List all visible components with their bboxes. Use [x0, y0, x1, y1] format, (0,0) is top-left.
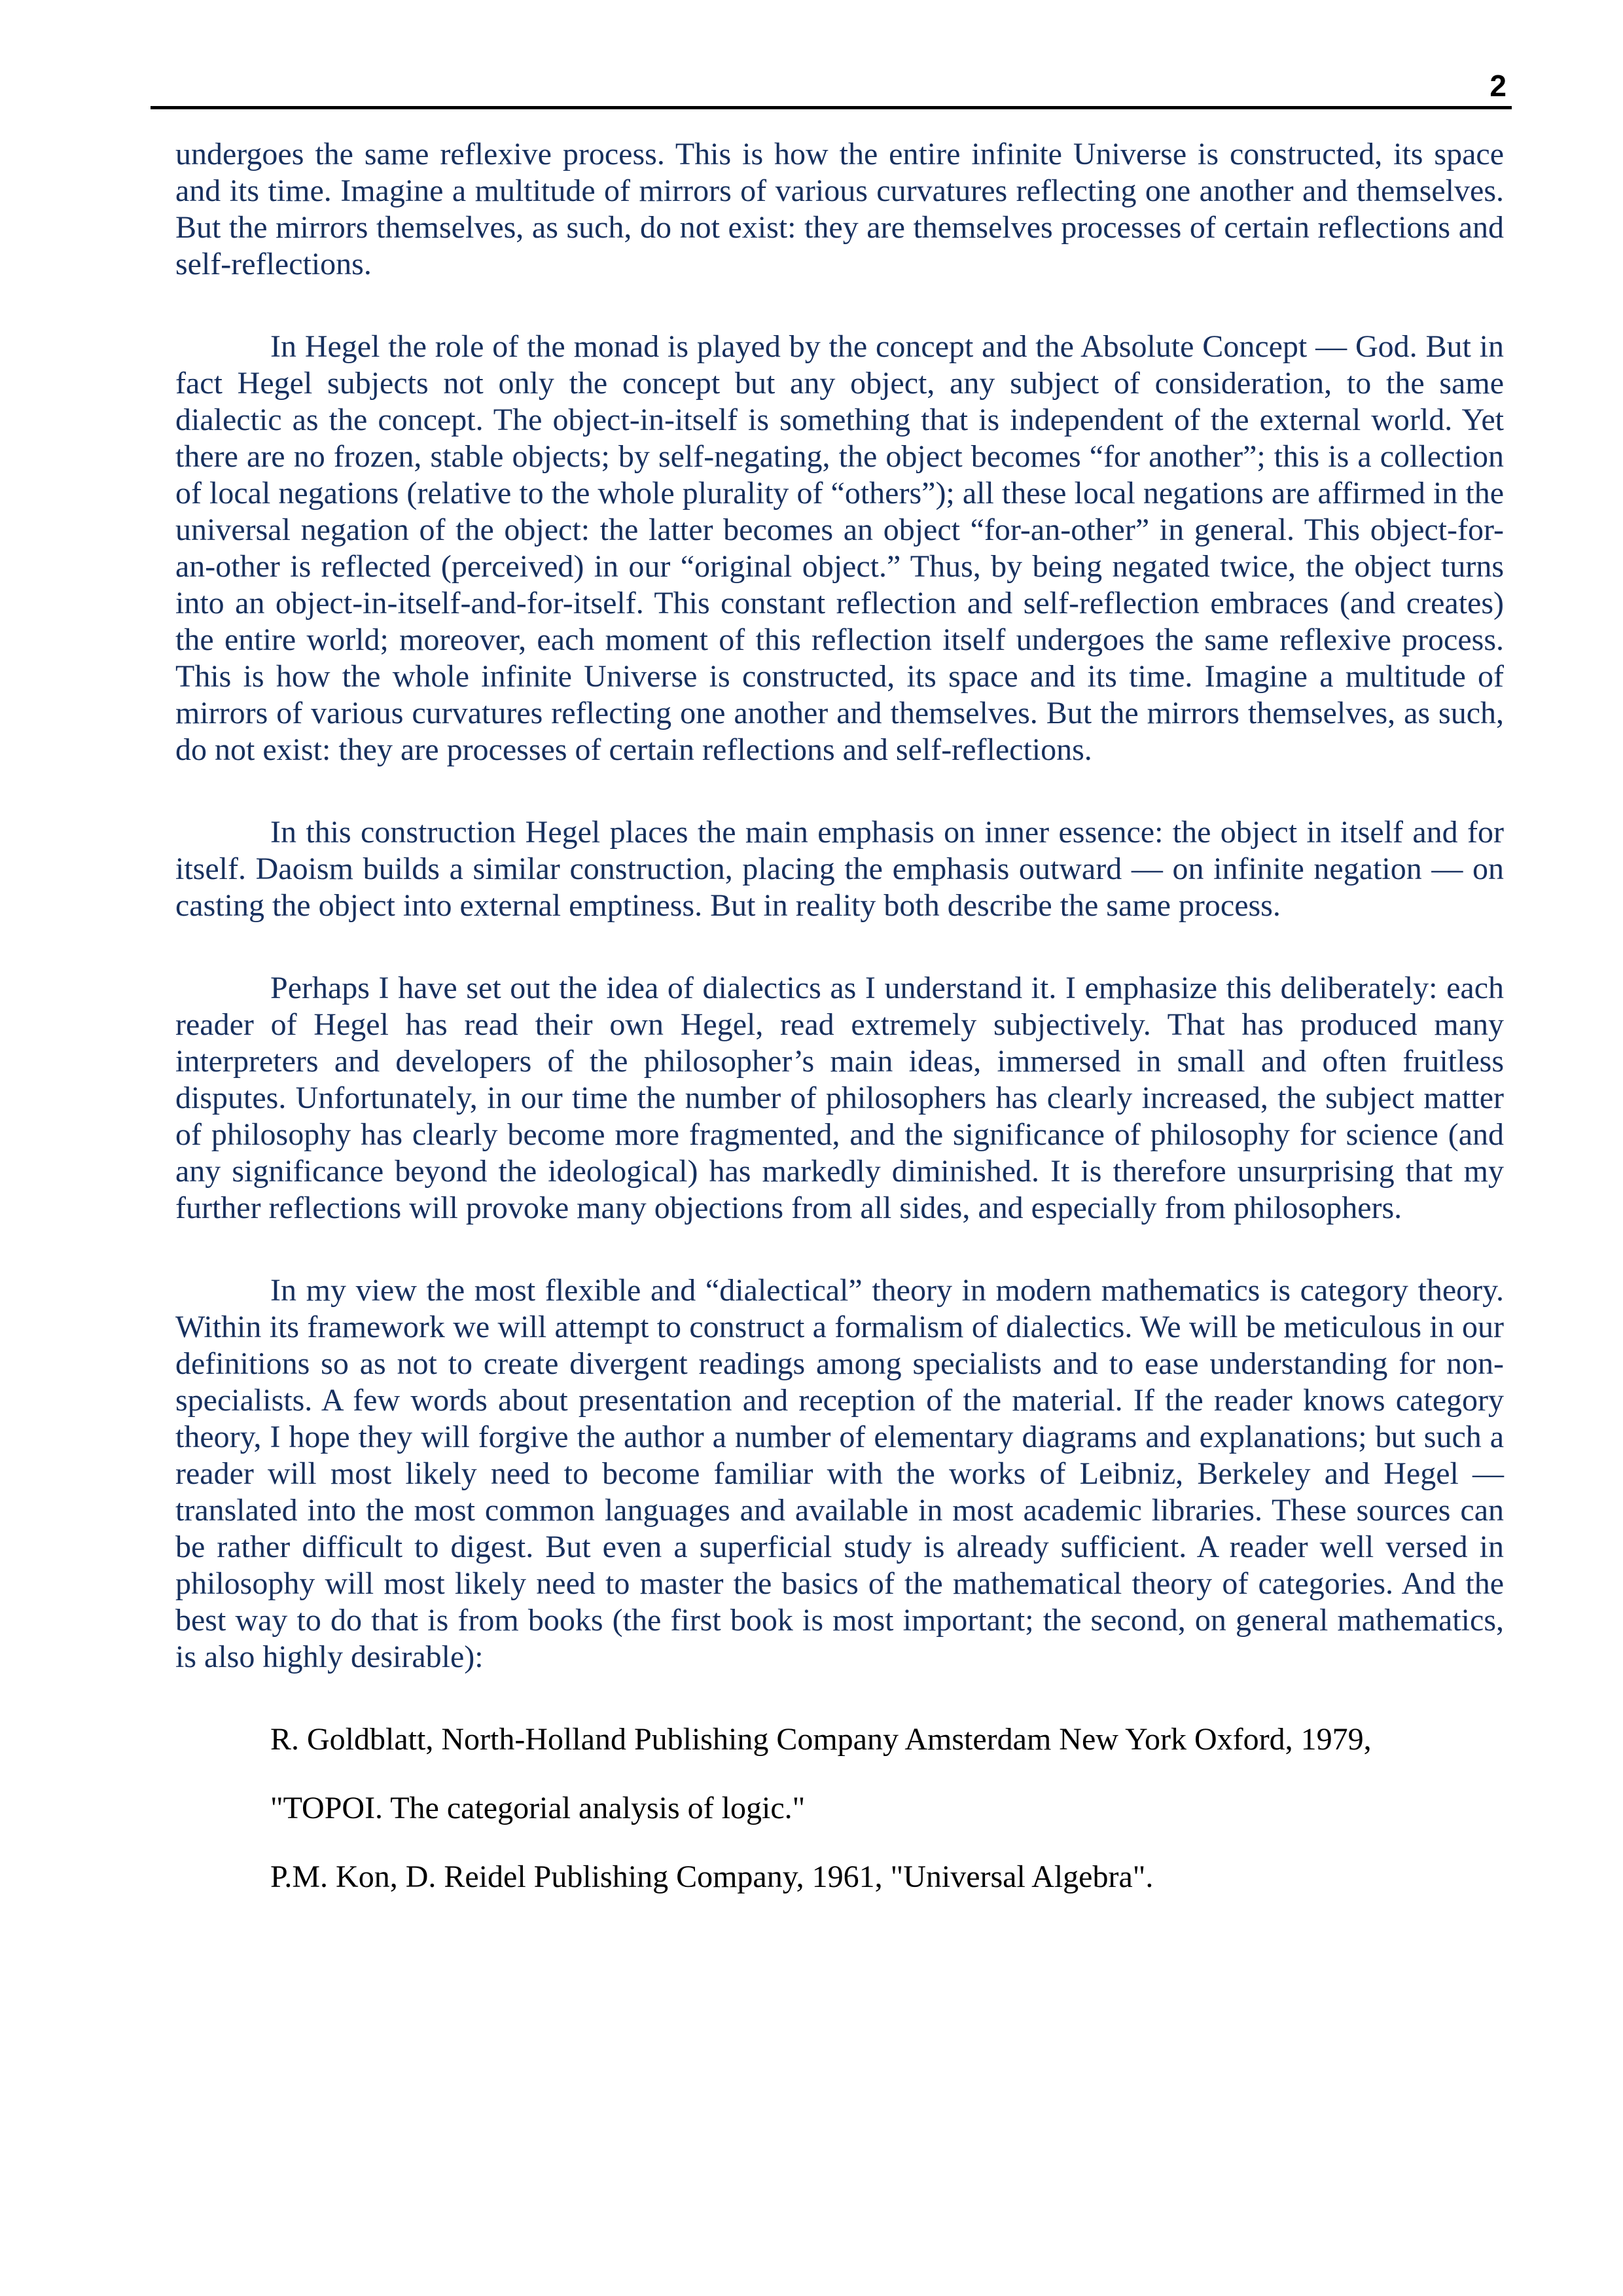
paragraph: In Hegel the role of the monad is played by the concept and the Absolute Concept — God. But in fact Hegel subjects not only the concept but any object, any subject of consideration, to the same dialectic as the concept. The object-in-itself is something that is independent of the external world. Yet there are no frozen, stable objects; by self-negating, the object becomes “for another”; this is a collection of local negations (relative to the whole plurality of “others”); all these local negations are affirmed in the universal negation of the object: the latter becomes an object “for-an-other” in general. This object-for-an-other is reflected (perceived) in our “original object.” Thus, by being negated twice, the object turns into an object-in-itself-and-for-itself. This constant reflection and self-reflection embraces (and creates) the entire world; moreover, each moment of this reflection itself undergoes the same reflexive process. This is how the whole infinite Universe is constructed, its space and its time. Imagine a multitude of mirrors of various curvatures reflecting one another and themselves. But the mirrors themselves, as such, do not exist: they are processes of certain reflections and self-reflections. — [175, 329, 1504, 767]
paragraph: In this construction Hegel places the main emphasis on inner essence: the object in itself and for itself. Daoism builds a similar construction, placing the emphasis outward — on infinite negation — on casting the object into external emptiness. But in reality both describe the same process. — [175, 815, 1504, 923]
references-block — [175, 1721, 1504, 1895]
body-text — [175, 136, 1504, 1895]
reference-line: "TOPOI. The categorial analysis of logic." — [270, 1791, 806, 1825]
page-number: 2 — [1489, 69, 1507, 103]
header-rule — [151, 106, 1512, 109]
reference-line: P.M. Kon, D. Reidel Publishing Company, 1961, "Universal Algebra". — [270, 1859, 1154, 1894]
reference-line: R. Goldblatt, North-Holland Publishing Company Amsterdam New York Oxford, 1979, — [270, 1722, 1372, 1757]
paragraph: Perhaps I have set out the idea of dialectics as I understand it. I emphasize this deliberately: each reader of Hegel has read their own Hegel, read extremely subjectively. That has produced many interpreters and developers of the philosopher’s main ideas, immersed in small and often fruitless disputes. Unfortunately, in our time the number of philosophers has clearly increased, the subject matter of philosophy has clearly become more fragmented, and the significance of philosophy for science (and any significance beyond the ideological) has markedly diminished. It is therefore unsurprising that my further reflections will provoke many objections from all sides, and especially from philosophers. — [175, 971, 1504, 1225]
paragraph: In my view the most flexible and “dialectical” theory in modern mathematics is category theory. Within its framework we will attempt to construct a formalism of dialectics. We will be meticulous in our definitions so as not to create divergent readings among specialists and to ease understanding for non-specialists. A few words about presentation and reception of the material. If the reader knows category theory, I hope they will forgive the author a number of elementary diagrams and explanations; but such a reader will most likely need to become familiar with the works of Leibniz, Berkeley and Hegel — translated into the most common languages and available in most academic libraries. These sources can be rather difficult to digest. But even a superficial study is already sufficient. A reader well versed in philosophy will most likely need to master the basics of the mathematical theory of categories. And the best way to do that is from books (the first book is most important; the second, on general mathematics, is also highly desirable): — [175, 1273, 1504, 1674]
paragraphs-block — [175, 136, 1504, 1676]
paragraph: undergoes the same reflexive process. This is how the entire infinite Universe is constructed, its space and its time. Imagine a multitude of mirrors of various curvatures reflecting one another and themselves. But the mirrors themselves, as such, do not exist: they are themselves processes of certain reflections and self-reflections. — [175, 137, 1504, 281]
